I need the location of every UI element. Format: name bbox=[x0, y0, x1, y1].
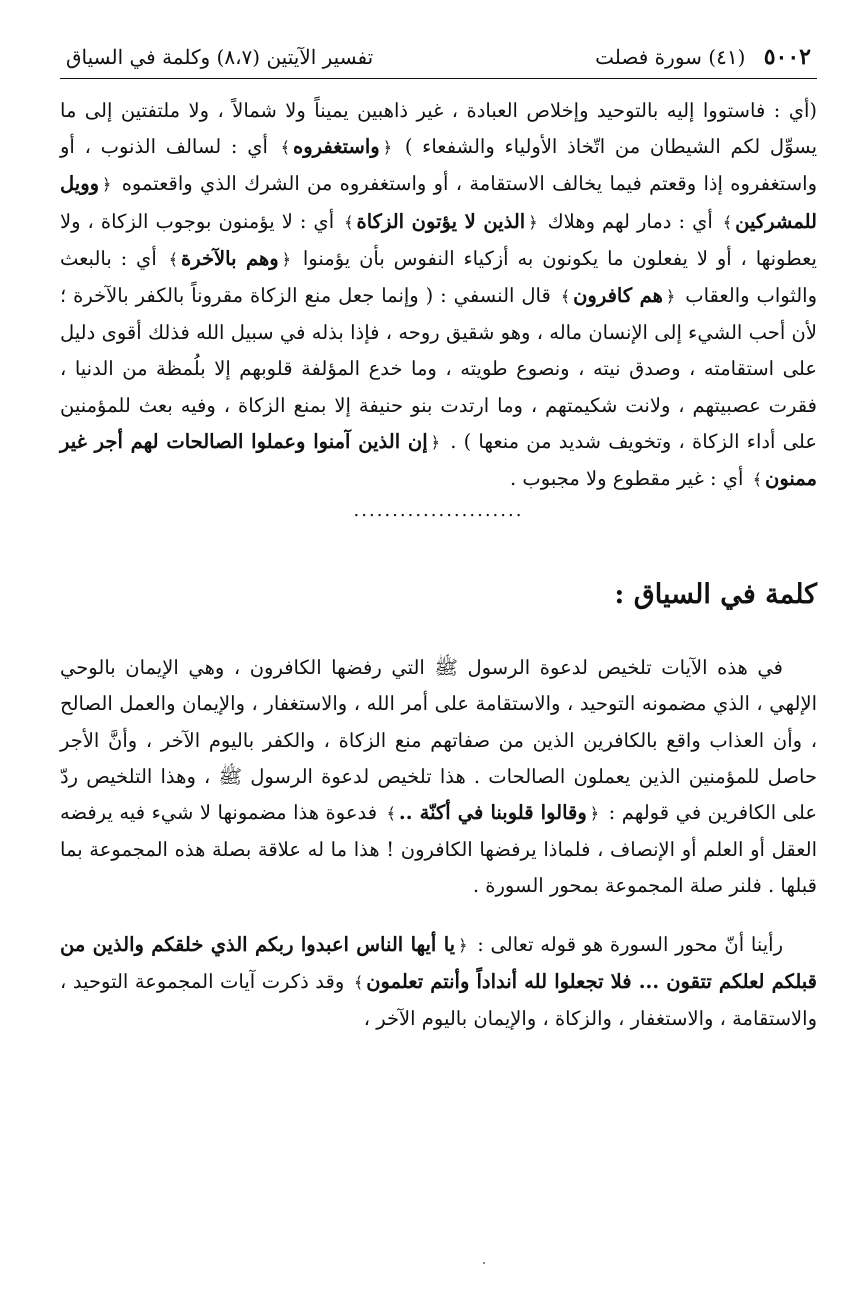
section-name: تفسير الآيتين (٨،٧) وكلمة في السياق bbox=[66, 45, 374, 69]
quran-quote: وويل للمشركين bbox=[60, 172, 817, 233]
page-header bbox=[60, 44, 817, 78]
quran-quote: وقالوا قلوبنا في أكنّة .. bbox=[398, 801, 587, 825]
quran-bracket-open: ﴿ bbox=[589, 804, 600, 824]
section-title: كلمة في السياق : bbox=[614, 579, 817, 611]
quran-bracket-close: ﴾ bbox=[353, 972, 364, 992]
tafsir-paragraph bbox=[60, 93, 817, 498]
quran-bracket-close: ﴾ bbox=[168, 249, 178, 269]
text-run: أي : غير مقطوع ولا مجبوب . bbox=[510, 467, 750, 491]
header-right bbox=[595, 44, 811, 70]
quran-bracket-close: ﴾ bbox=[752, 470, 762, 490]
header-rule bbox=[60, 78, 817, 79]
quran-quote: الذين لا يؤتون الزكاة bbox=[356, 209, 526, 233]
context-paragraph-1 bbox=[60, 650, 817, 904]
quran-bracket-close: ﴾ bbox=[386, 804, 396, 824]
quran-bracket-open: ﴿ bbox=[528, 212, 538, 232]
quran-bracket-open: ﴿ bbox=[281, 249, 292, 269]
text-run: أي : لا يؤمنون بوجوب الزكاة ، ولا يعطونها ، أو لا يفعلون ما يكونون به أزكياء النفوس بأن يؤمنوا bbox=[60, 209, 817, 270]
quran-quote: يا أيها الناس اعبدوا ربكم الذي خلقكم والذين من قبلكم لعلكم تتقون ... فلا تجعلوا لله أنداداً وأنتم تعلمون bbox=[60, 932, 817, 993]
quran-quote: واستغفروه bbox=[293, 135, 380, 159]
text-run: أي : بالبعث والثواب والعقاب bbox=[60, 246, 818, 308]
context-paragraph-2 bbox=[60, 927, 817, 1038]
quran-bracket-open: ﴿ bbox=[430, 432, 441, 452]
text-run: أي : لسالف الذنوب ، أو واستغفروه إذا وقعتم فيما يخالف الاستقامة ، أو واستغفروه من الشرك الذي واقعتموه bbox=[60, 135, 817, 196]
quran-bracket-close: ﴾ bbox=[344, 212, 354, 232]
surah-name: (٤١) سورة فصلت bbox=[595, 45, 746, 69]
quran-bracket-close: ﴾ bbox=[722, 212, 733, 232]
quran-bracket-close: ﴾ bbox=[560, 287, 571, 307]
quran-bracket-open: ﴿ bbox=[458, 935, 468, 955]
text-run: في هذه الآيات تلخيص لدعوة الرسول ﷺ التي رفضها الكافرون ، وهي الإيمان بالوحي الإلهي ، الذي مضمونه التوحيد ، والاستقامة على أمر الله ، والاستغفار ، والإيمان والعمل الصالح ، وأن العذاب واقع بالكافرين الذين من صفاتهم منع الزكاة ، والكفر باليوم الآخر ، وأنَّ الأجر حاصل للمؤمنين الذين يعملون الصالحات . هذا تلخيص لدعوة الرسول ﷺ ، وهذا التلخيص ردّ على الكافرين في قولهم : bbox=[60, 656, 817, 825]
text-run: (أي : فاستووا إليه بالتوحيد وإخلاص العبادة ، غير ذاهبين يميناً ولا شمالاً ، ولا ملتفتين إلى ما يسوِّل لكم الشيطان من اتّخاذ الأولياء والشفعاء ) bbox=[60, 99, 817, 159]
quran-quote: هم كافرون bbox=[573, 284, 663, 308]
quran-quote: وهم بالآخرة bbox=[180, 246, 279, 270]
text-run: قال النسفي : ( وإنما جعل منع الزكاة مقروناً بالكفر بالآخرة ؛ لأن أحب الشيء إلى الإنسان ماله ، وهو شقيق روحه ، فإذا بذله في سبيل الله فذلك أقوى دليل على استقامته ، وصدق نيته ، ونصوع طويته ، وما خدع المؤلفة قلوبهم إلا بلُمظة من الدنيا ، فقرت عصبيتهم ، ولانت شكيمتهم ، وما ارتدت بنو حنيفة إلا بمنع الزكاة ، وفيه بعث للمؤمنين على أداء الزكاة ، وتخويف شديد من منعها ) . bbox=[60, 284, 818, 453]
text-run: رأينا أنّ محور السورة هو قوله تعالى : bbox=[470, 932, 783, 956]
text-run: أي : دمار لهم وهلاك bbox=[540, 209, 720, 233]
text-run: وقد ذكرت آيات المجموعة التوحيد ، والاستقامة ، والاستغفار ، والزكاة ، والإيمان باليوم الآخر ، bbox=[60, 969, 817, 1031]
text-run: فدعوة هذا مضمونها لا شيء فيه يرفضه العقل أو العلم أو الإنصاف ، فلماذا يرفضها الكافرون ! هذا ما له علاقة بصلة هذه المجموعة بما قبلها . فلنر صلة المجموعة بمحور السورة . bbox=[60, 801, 817, 898]
page-number: ٥٠٠٢ bbox=[763, 44, 811, 70]
page bbox=[60, 44, 817, 1037]
quran-quote: إن الذين آمنوا وعملوا الصالحات لهم أجر غير ممنون bbox=[60, 429, 817, 491]
quran-bracket-open: ﴿ bbox=[382, 138, 393, 158]
quran-bracket-open: ﴿ bbox=[665, 287, 676, 307]
quran-bracket-open: ﴿ bbox=[102, 175, 112, 195]
section-separator: ...................... bbox=[353, 500, 524, 522]
print-speck bbox=[483, 1262, 485, 1264]
quran-bracket-close: ﴾ bbox=[280, 138, 290, 158]
